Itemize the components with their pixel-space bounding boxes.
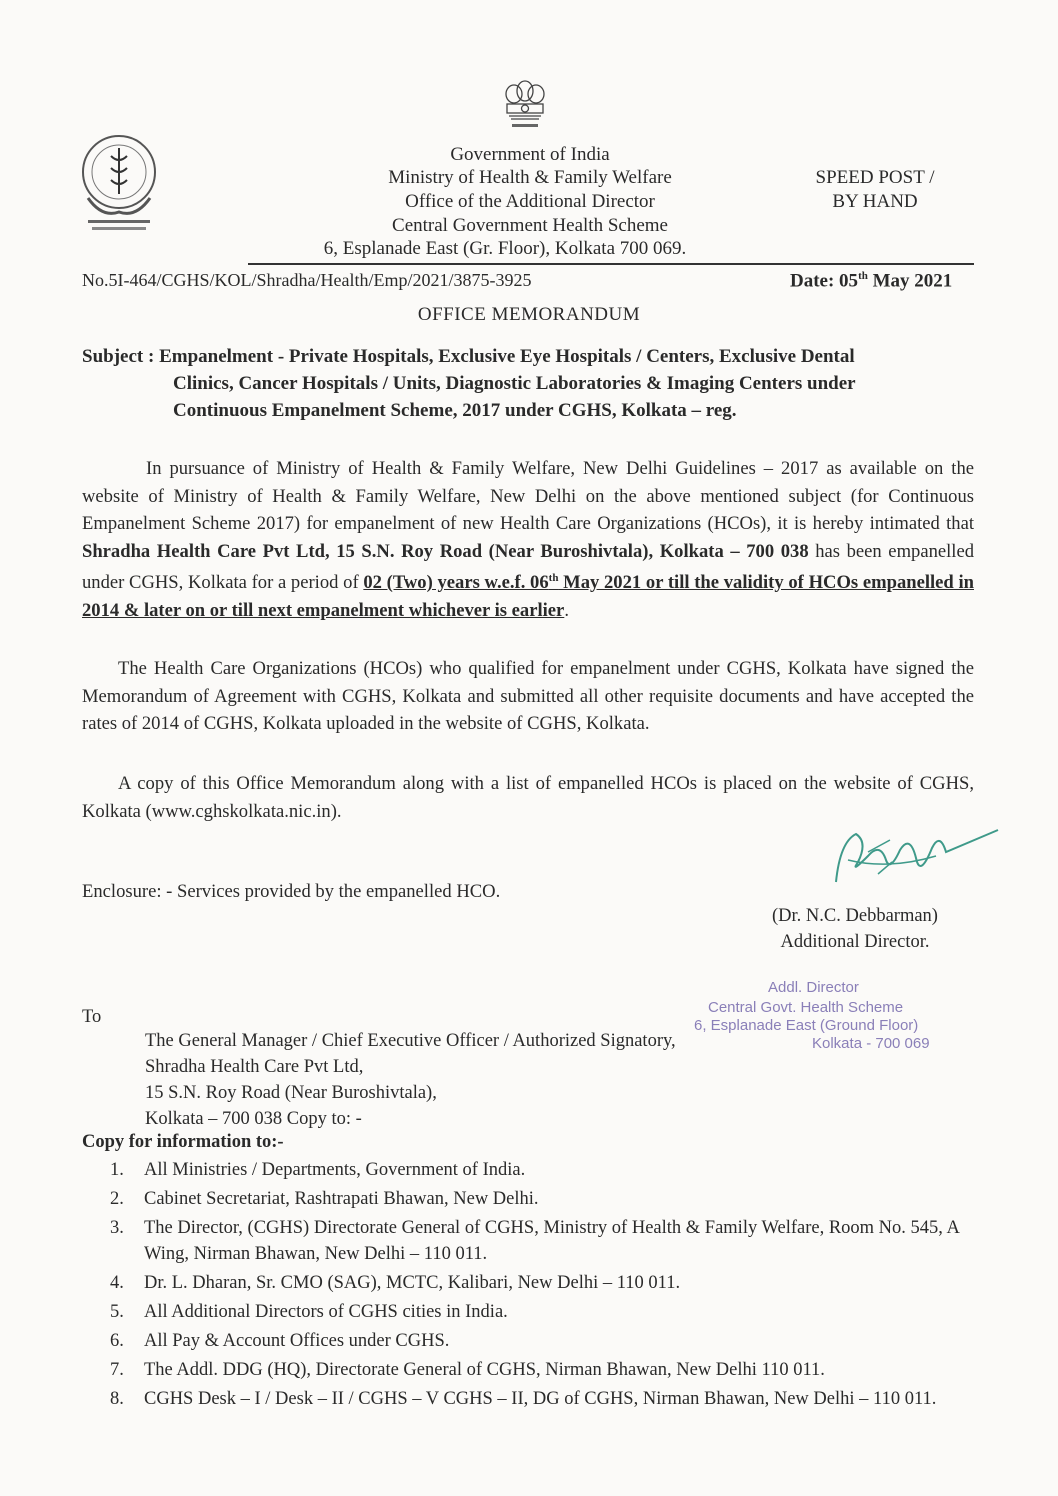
list-item: 5. All Additional Directors of CGHS cities in India.: [110, 1302, 508, 1322]
addressee-line: 15 S.N. Roy Road (Near Buroshivtala),: [145, 1083, 437, 1103]
dispatch-mode: SPEED POST /: [815, 167, 935, 188]
enclosure-note: Enclosure: - Services provided by the empanelled HCO.: [82, 881, 501, 902]
addressee-block: [145, 1028, 676, 1132]
signatory-designation: Additional Director.: [780, 932, 930, 952]
memo-title: OFFICE MEMORANDUM: [417, 304, 641, 325]
reference-number: No.5I-464/CGHS/KOL/Shradha/Health/Emp/2021/3875-3925: [82, 270, 532, 290]
office-stamp-line: Kolkata - 700 069: [812, 1035, 930, 1052]
to-label: To: [82, 1007, 102, 1027]
addressee-line: Kolkata – 700 038 Copy to: -: [145, 1109, 362, 1129]
subject: Subject : Empanelment - Private Hospitals, Exclusive Eye Hospitals / Centers, Exclusive Dental Clinics, Cancer Hospitals / Units, Diagnostic Laboratories & Imaging Centers under Continuous Empanelment Scheme, 2017 under CGHS, Kolkata – reg.: [82, 346, 856, 421]
dispatch-mode: BY HAND: [832, 191, 918, 212]
body-paragraph-2: The Health Care Organizations (HCOs) who qualified for empanelment under CGHS, Kolkata have signed the Memorandum of Agreement with CGHS, Kolkata and submitted all other requisite documents and have accepted the rates of 2014 of CGHS, Kolkata uploaded in the website of CGHS, Kolkata.: [82, 658, 974, 734]
header-rule: [248, 263, 974, 265]
signature-icon: [828, 812, 1004, 894]
list-item: 8. CGHS Desk – I / Desk – II / CGHS – V CGHS – II, DG of CGHS, Nirman Bhawan, New Delhi – 110 011.: [110, 1389, 937, 1409]
list-item: 2. Cabinet Secretariat, Rashtrapati Bhawan, New Delhi.: [110, 1189, 539, 1209]
memo-date: Date: 05th May 2021: [790, 270, 953, 292]
body-paragraph-3: A copy of this Office Memorandum along with a list of empanelled HCOs is placed on the website of CGHS, Kolkata (www.cghskolkata.nic.in).: [82, 773, 974, 822]
office-stamp-line: 6, Esplanade East (Ground Floor): [694, 1017, 919, 1034]
list-item: 7. The Addl. DDG (HQ), Directorate General of CGHS, Nirman Bhawan, New Delhi 110 011.: [110, 1360, 825, 1380]
national-emblem-icon: [498, 78, 552, 138]
list-item: 6. All Pay & Account Offices under CGHS.: [110, 1331, 450, 1351]
copy-heading: Copy for information to:-: [82, 1132, 284, 1152]
copy-list: [110, 1157, 976, 1415]
office-stamp-line: Addl. Director: [768, 979, 859, 996]
cghs-logo-icon: [78, 128, 160, 236]
header-org-line: Ministry of Health & Family Welfare: [388, 167, 672, 188]
header-org-line: Central Government Health Scheme: [392, 215, 668, 236]
addressee-line: Shradha Health Care Pvt Ltd,: [145, 1057, 364, 1077]
list-item: 1. All Ministries / Departments, Government of India.: [110, 1160, 526, 1180]
body-paragraph-1: In pursuance of Ministry of Health & Family Welfare, New Delhi Guidelines – 2017 as available on the website of Ministry of Health & Family Welfare, New Delhi on the above mentioned subject (for Continuous Empanelment Scheme 2017) for empanelment of new Health Care Organizations (HCOs), it is hereby intimated that Shradha Health Care Pvt Ltd, 15 S.N. Roy Road (Near Buroshivtala), Kolkata – 700 038 has been empanelled under CGHS, Kolkata for a period of 02 (Two) years w.e.f. 06th May 2021 or till the validity of HCOs empanelled in 2014 & later on or till next empanelment whichever is earlier.: [82, 458, 975, 621]
header-address-line: 6, Esplanade East (Gr. Floor), Kolkata 700 069.: [323, 238, 687, 259]
list-item: 4. Dr. L. Dharan, Sr. CMO (SAG), MCTC, Kalibari, New Delhi – 110 011.: [110, 1273, 681, 1293]
list-item: 3. The Director, (CGHS) Directorate General of CGHS, Ministry of Health & Family Welfare, Room No. 545, A Wing, Nirman Bhawan, New Delhi – 110 011.: [110, 1218, 959, 1264]
header-org-line: Government of India: [450, 144, 610, 165]
subject-label: Subject :: [82, 346, 160, 367]
office-stamp-line: Central Govt. Health Scheme: [708, 999, 904, 1016]
header-org-line: Office of the Additional Director: [405, 191, 655, 212]
signatory-name: (Dr. N.C. Debbarman): [772, 906, 938, 926]
addressee-line: The General Manager / Chief Executive Officer / Authorized Signatory,: [145, 1031, 676, 1051]
